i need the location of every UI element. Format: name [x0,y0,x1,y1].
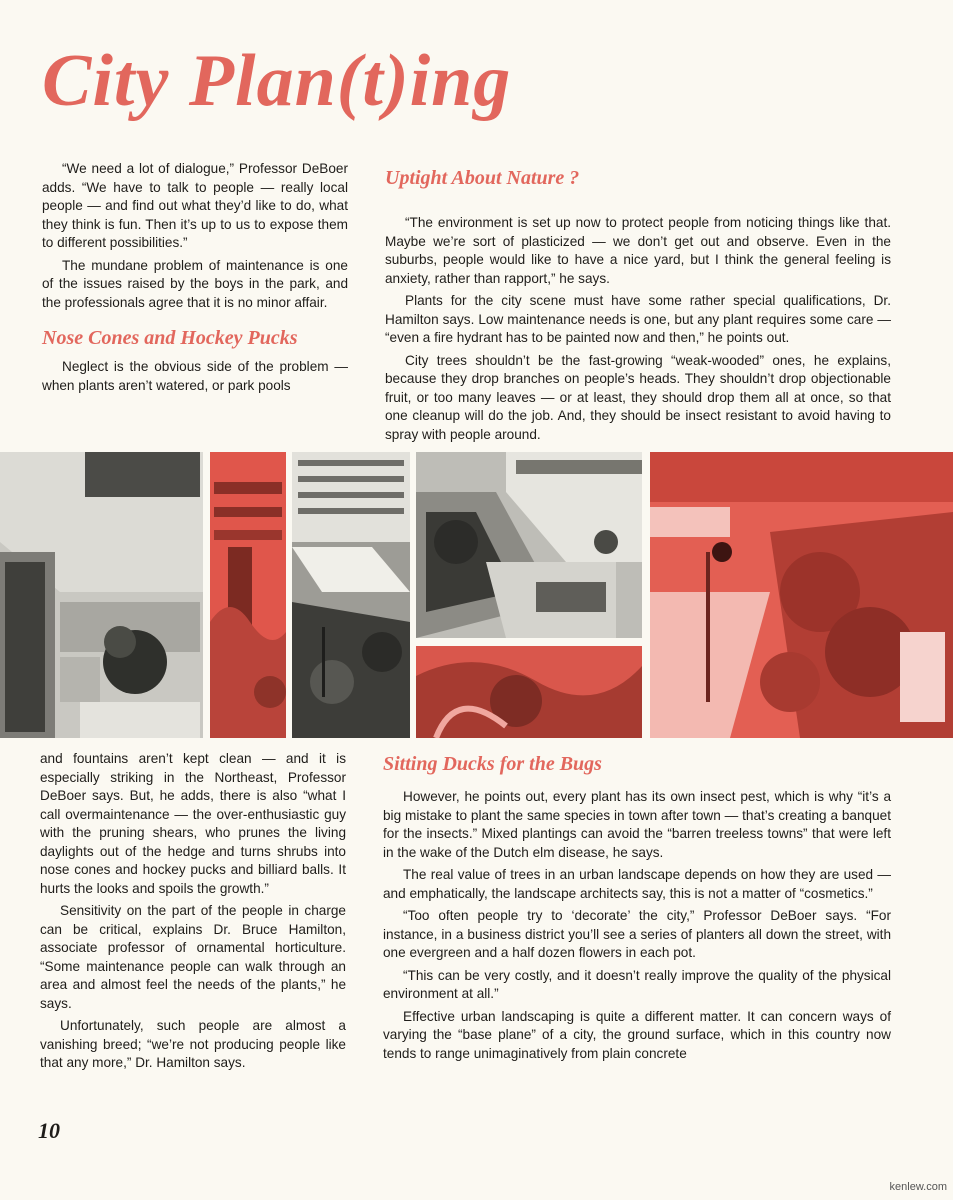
paragraph: “The environment is set up now to protect people from noticing things like that. Maybe we’re sort of plasticized — we don’t get out and observe. Even in the suburbs, people would like to have a nice yard, but I think the general feeling is anxiety, rather than rapport,” he says. [385,215,891,286]
paragraph: “This can be very costly, and it doesn’t really improve the quality of the physical environment at all.” [383,967,891,1001]
photo-red-tower-image [210,452,286,738]
paragraph: “We need a lot of dialogue,” Professor DeBoer adds. “We have to talk to people — really local people — and find out what they’d like to do, what they think is fun. Then it’s up to us to expose them to different possibilities.” [42,161,348,250]
paragraph: Sensitivity on the part of the people in charge can be critical, explains Dr. Bruce Hamilton, associate professor of ornamental horticulture. “Some maintenance people can walk through an area and almost feel the needs of the plants,” he says. [40,903,346,1011]
column-3 [40,750,346,1073]
site-credit: kenlew.com [889,1181,947,1193]
photo-aerial-plaza [416,452,642,638]
section-heading-nose-cones: Nose Cones and Hockey Pucks [42,327,298,349]
page-number: 10 [38,1118,60,1143]
photo-red-street-image [650,452,953,738]
photo-building-street-image [292,452,410,738]
photo-building-street [292,452,410,738]
paragraph: Effective urban landscaping is quite a different matter. It can concern ways of varying the “base plane” of a city, the ground surface, which in this country now tends to range unimaginatively from plain concrete [383,1008,891,1061]
photo-red-garden [416,646,642,738]
photo-red-tower [210,452,286,738]
photo-plaza-planters [0,452,203,738]
paragraph: The real value of trees in an urban landscape depends on how they are used — and emphatically, the landscape architects say, this is not a matter of “cosmetics.” [383,867,891,901]
paragraph: City trees shouldn’t be the fast-growing “weak-wooded” ones, he explains, because they drop branches on people’s heads. They shouldn’t drop objectionable fruit, or too many leaves — or at least, they should drop them all at once, so that one cleanup will do the job. And, they should be insect resistant to avoid having to spray with people around. [385,352,891,442]
column-2 [385,166,891,444]
paragraph: The mundane problem of maintenance is one of the issues raised by the boys in the park, and the professionals agree that it is no minor affair. [42,257,348,310]
photo-aerial-plaza-image [416,452,642,638]
column-4 [383,752,891,1063]
photo-red-street [650,452,953,738]
photo-strip [0,452,953,738]
photo-red-garden-image [416,646,642,738]
section-heading-uptight: Uptight About Nature ? [385,167,580,189]
article-title: City Plan(t)ing [42,40,512,122]
paragraph: Plants for the city scene must have some rather special qualifications, Dr. Hamilton says. Low maintenance needs is one, but any plant requires some care — “even a fire hydrant has to be painted now and then,” he points out. [385,293,891,345]
column-1 [42,160,348,395]
section-heading-sitting-ducks: Sitting Ducks for the Bugs [383,753,602,775]
paragraph: Neglect is the obvious side of the problem — when plants aren’t watered, or park pools [42,359,348,393]
photo-plaza-planters-image [0,452,203,738]
paragraph: However, he points out, every plant has its own insect pest, which is why “it’s a big mistake to plant the same species in town after town — that’s creating a banquet for the insects.” Mixed plantings can avoid the “barren treeless towns” that were left in the wake of the Dutch elm disease, he says. [383,789,891,860]
paragraph: and fountains aren’t kept clean — and it is especially striking in the Northeast, Professor DeBoer says. But, he adds, there is also “what I call overmaintenance — the over-enthusiastic guy with the pruning shears, who prunes the living daylights out of the hedge and turns shrubs into nose cones and hockey pucks and billiard balls. It hurts the looks and spoils the growth.” [40,751,346,896]
paragraph: Unfortunately, such people are almost a vanishing breed; “we’re not producing people like that any more,” Dr. Hamilton says. [40,1018,346,1070]
paragraph: “Too often people try to ‘decorate’ the city,” Professor DeBoer says. “For instance, in a business district you’ll see a series of planters all down the street, with one evergreen and a half dozen flowers in each pot. [383,908,891,960]
